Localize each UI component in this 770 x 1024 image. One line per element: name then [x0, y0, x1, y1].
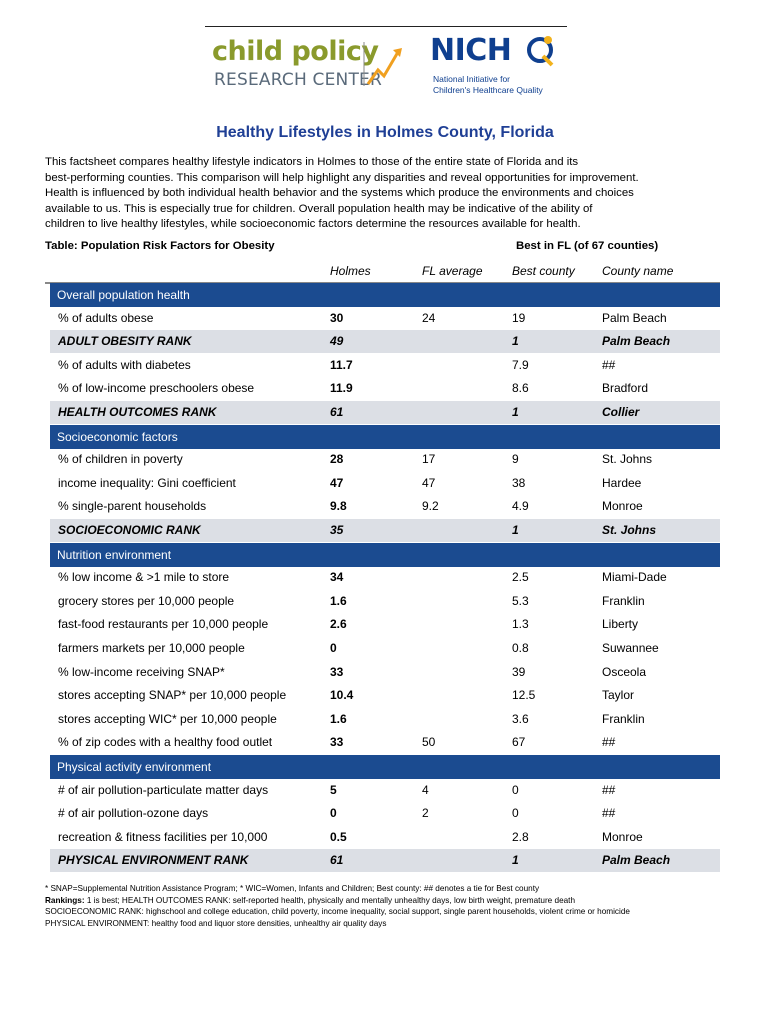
- table-row: [50, 307, 720, 330]
- county-name: Franklin: [602, 594, 645, 608]
- holmes-value: 30: [330, 311, 344, 325]
- best-county-value: 1: [512, 853, 519, 867]
- section-header: [50, 283, 720, 307]
- best-county-value: 1: [512, 523, 519, 537]
- best-county-value: 7.9: [512, 358, 529, 372]
- row-label: # of air pollution-particulate matter days: [58, 783, 269, 797]
- header-best-county: Best county: [512, 264, 575, 278]
- county-name: ##: [602, 806, 616, 820]
- row-label: % low-income receiving SNAP*: [58, 665, 225, 679]
- nichq-line2: Children's Healthcare Quality: [433, 85, 543, 95]
- best-county-value: 19: [512, 311, 526, 325]
- best-county-value: 12.5: [512, 688, 536, 702]
- intro-line: children to live healthy lifestyles, while socioeconomic factors determine the resources available for health.: [45, 218, 581, 230]
- fl-average-value: 2: [422, 806, 429, 820]
- table-row: [50, 661, 720, 684]
- table-header: [45, 258, 720, 284]
- fl-average-value: 24: [422, 311, 436, 325]
- footnote-line: [45, 895, 745, 907]
- county-name: Suwannee: [602, 641, 659, 655]
- holmes-value: 61: [330, 405, 344, 419]
- row-label: HEALTH OUTCOMES RANK: [58, 405, 217, 419]
- section-label: Physical activity environment: [57, 760, 212, 774]
- table-row: [50, 566, 720, 589]
- row-label: % low income & >1 mile to store: [58, 570, 230, 584]
- county-name: Liberty: [602, 617, 639, 631]
- nichq-line1: National Initiative for: [433, 74, 511, 84]
- row-label: stores accepting WIC* per 10,000 people: [58, 712, 277, 726]
- row-label: % of zip codes with a healthy food outlet: [58, 735, 273, 749]
- best-county-value: 0: [512, 806, 519, 820]
- best-county-value: 2.5: [512, 570, 529, 584]
- holmes-value: 11.7: [330, 358, 353, 372]
- fl-average-value: 50: [422, 735, 436, 749]
- rank-row: [50, 849, 720, 872]
- row-label: recreation & fitness facilities per 10,000: [58, 830, 268, 844]
- rankings-label: Rankings:: [45, 895, 85, 905]
- fl-average-value: 17: [422, 452, 436, 466]
- row-label: % of adults obese: [58, 311, 154, 325]
- county-name: Franklin: [602, 712, 645, 726]
- intro-paragraph: [45, 155, 735, 233]
- best-county-value: 1.3: [512, 617, 529, 631]
- holmes-value: 34: [330, 570, 344, 584]
- holmes-value: 49: [330, 334, 344, 348]
- county-name: St. Johns: [602, 523, 657, 537]
- holmes-value: 35: [330, 523, 344, 537]
- rank-row: [50, 519, 720, 542]
- footnote-line: * SNAP=Supplemental Nutrition Assistance Program; * WIC=Women, Infants and Children; Best county: ## denotes a tie for Best county: [45, 884, 540, 893]
- best-county-value: 3.6: [512, 712, 529, 726]
- header-county-name: County name: [602, 264, 674, 278]
- footnote-line: PHYSICAL ENVIRONMENT: healthy food and liquor store densities, unhealthy air quality days: [45, 918, 387, 928]
- row-label: # of air pollution-ozone days: [58, 806, 209, 820]
- county-name: Bradford: [602, 381, 649, 395]
- row-label: % single-parent households: [58, 499, 207, 513]
- section-label: Overall population health: [57, 288, 190, 302]
- best-county-value: 39: [512, 665, 526, 679]
- table-row: [50, 802, 720, 825]
- table-row: [50, 377, 720, 400]
- row-label: PHYSICAL ENVIRONMENT RANK: [58, 853, 249, 867]
- table-row: [50, 708, 720, 731]
- best-county-value: 0: [512, 783, 519, 797]
- row-label: % of adults with diabetes: [58, 358, 191, 372]
- table-row: [50, 684, 720, 707]
- row-label: % of low-income preschoolers obese: [58, 381, 255, 395]
- footnotes: [45, 883, 745, 929]
- nichq-q-icon: [525, 34, 559, 70]
- holmes-value: 33: [330, 665, 344, 679]
- holmes-value: 1.6: [330, 594, 347, 608]
- county-name: Taylor: [602, 688, 635, 702]
- best-county-value: 1: [512, 405, 519, 419]
- county-name: Monroe: [602, 830, 643, 844]
- table-row: [50, 731, 720, 754]
- intro-line: This factsheet compares healthy lifestyle indicators in Holmes to those of the entire state of Florida and its: [45, 156, 579, 168]
- county-name: ##: [602, 358, 616, 372]
- county-name: Collier: [602, 405, 640, 419]
- row-label: stores accepting SNAP* per 10,000 people: [58, 688, 287, 702]
- best-caption: Best in FL (of 67 counties): [516, 240, 659, 252]
- header-holmes: Holmes: [330, 264, 371, 278]
- rank-row: [50, 330, 720, 353]
- nichq-wordmark: NICH: [430, 33, 512, 68]
- holmes-value: 9.8: [330, 499, 347, 513]
- section-label: Nutrition environment: [57, 548, 172, 562]
- section-header: [50, 755, 720, 779]
- best-county-value: 8.6: [512, 381, 529, 395]
- holmes-value: 10.4: [330, 688, 354, 702]
- row-label: fast-food restaurants per 10,000 people: [58, 617, 269, 631]
- holmes-value: 47: [330, 476, 344, 490]
- table-caption: Table: Population Risk Factors for Obesity: [45, 240, 275, 252]
- table-row: [50, 779, 720, 802]
- row-label: farmers markets per 10,000 people: [58, 641, 245, 655]
- county-name: St. Johns: [602, 452, 653, 466]
- page-title: Healthy Lifestyles in Holmes County, Florida: [216, 124, 554, 141]
- intro-line: Health is influenced by both individual health behavior and the systems which produce the environments and choices: [45, 187, 634, 199]
- holmes-value: 0.5: [330, 830, 347, 844]
- intro-line: available to us. This is especially true for children. Overall population health may be indicative of the ability of: [45, 202, 593, 215]
- table-row: [50, 826, 720, 849]
- holmes-value: 33: [330, 735, 344, 749]
- fl-average-value: 9.2: [422, 499, 439, 513]
- section-header: [50, 543, 720, 567]
- trend-arrow-icon: [362, 40, 406, 88]
- best-county-value: 9: [512, 452, 519, 466]
- best-county-value: 1: [512, 334, 519, 348]
- county-name: Monroe: [602, 499, 643, 513]
- best-county-value: 0.8: [512, 641, 529, 655]
- fl-average-value: 4: [422, 783, 429, 797]
- best-county-value: 67: [512, 735, 526, 749]
- table-row: [50, 354, 720, 377]
- county-name: ##: [602, 735, 616, 749]
- section-label: Socioeconomic factors: [57, 430, 178, 444]
- row-label: % of children in poverty: [58, 452, 183, 466]
- row-label: income inequality: Gini coefficient: [58, 476, 236, 490]
- row-label: SOCIOECONOMIC RANK: [58, 523, 201, 537]
- logo-subtitle: RESEARCH CENTER: [214, 70, 383, 90]
- county-name: Osceola: [602, 665, 647, 679]
- best-county-value: 38: [512, 476, 526, 490]
- holmes-value: 2.6: [330, 617, 347, 631]
- fl-average-value: 47: [422, 476, 436, 490]
- table-row: [50, 472, 720, 495]
- rankings-text: 1 is best; HEALTH OUTCOMES RANK: self-reported health, physically and mentally unhealthy days, low birth weight, premature death: [84, 895, 575, 905]
- header-fl-average: FL average: [422, 264, 483, 278]
- best-county-value: 4.9: [512, 499, 529, 513]
- county-name: Palm Beach: [602, 334, 671, 348]
- row-label: grocery stores per 10,000 people: [58, 594, 235, 608]
- table-row: [50, 590, 720, 613]
- nichq-logo: [430, 34, 570, 98]
- table-row: [50, 613, 720, 636]
- county-name: Miami-Dade: [602, 570, 667, 584]
- holmes-value: 0: [330, 641, 337, 655]
- best-county-value: 2.8: [512, 830, 529, 844]
- best-county-value: 5.3: [512, 594, 529, 608]
- header-rule: [205, 26, 567, 27]
- county-name: Palm Beach: [602, 853, 671, 867]
- table-row: [50, 637, 720, 660]
- county-name: Hardee: [602, 476, 642, 490]
- row-label: ADULT OBESITY RANK: [58, 334, 192, 348]
- holmes-value: 61: [330, 853, 344, 867]
- table-row: [50, 448, 720, 471]
- logo-title: child policy: [212, 36, 379, 67]
- section-header: [50, 425, 720, 449]
- county-name: Palm Beach: [602, 311, 667, 325]
- holmes-value: 5: [330, 783, 337, 797]
- rank-row: [50, 401, 720, 424]
- intro-line: best-performing counties. This comparison will help highlight any disparities and reveal opportunities for improvement.: [45, 171, 639, 184]
- holmes-value: 28: [330, 452, 344, 466]
- holmes-value: 11.9: [330, 381, 353, 395]
- footnote-line: SOCIOECONOMIC RANK: highschool and college education, child poverty, income inequality, social support, single parent households, violent crime or homicide: [45, 907, 630, 916]
- holmes-value: 1.6: [330, 712, 347, 726]
- table-row: [50, 495, 720, 518]
- holmes-value: 0: [330, 806, 337, 820]
- county-name: ##: [602, 783, 616, 797]
